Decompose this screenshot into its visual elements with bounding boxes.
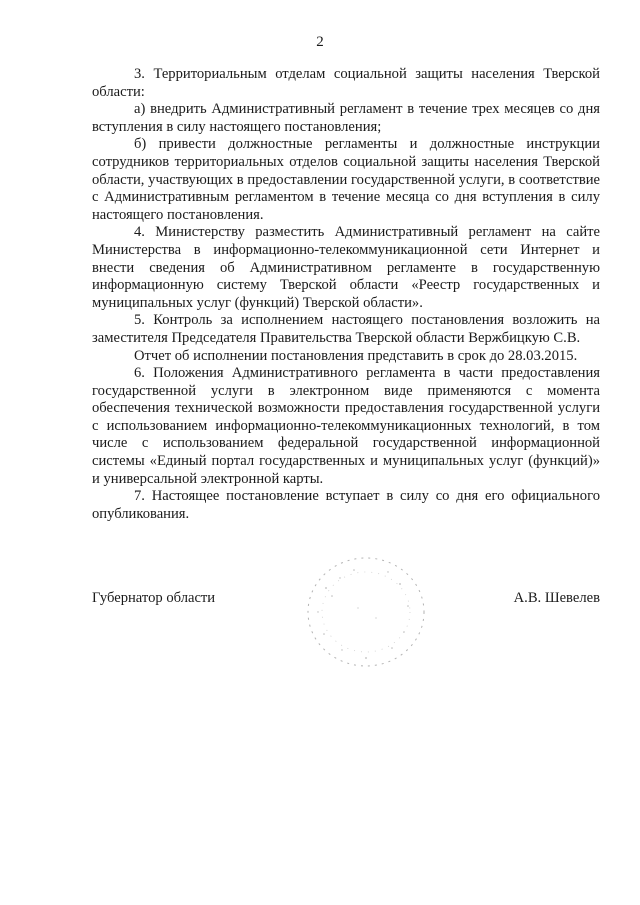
paragraph: б) привести должностные регламенты и должностные инструкции сотрудников территориальных отделов социальной защиты населения Тверской области, участвующих в предоставлении государственной услуги, в соответствие с Административным регламентом в течение месяца со дня вступления в силу настоящего постановления. [92, 136, 600, 223]
paragraph: а) внедрить Административный регламент в течение трех месяцев со дня вступления в силу настоящего постановления; [92, 101, 600, 135]
paragraph: 3. Территориальным отделам социальной защиты населения Тверской области: [92, 66, 600, 100]
page-number: 2 [316, 34, 324, 50]
paragraph: Отчет об исполнении постановления представить в срок до 28.03.2015. [134, 347, 578, 364]
signature-block [92, 590, 600, 612]
paragraph: 6. Положения Административного регламента в части предоставления государственной услуги в электронном виде применяются с момента обеспечения технической возможности предоставления государственной услуги с использованием информационно-телекоммуникационных технологий, в том числе с использованием федеральной государственной информационной системы «Единый портал государственных и муниципальных услуг (функций)» и универсальной электронной карты. [92, 365, 600, 487]
paragraph: 4. Министерству разместить Административный регламент на сайте Министерства в информационно-телекоммуникационной сети Интернет и внести сведения об Административном регламенте в государственную информационную систему Тверской области «Реестр государственных и муниципальных услуг (функций) Тверской области». [92, 224, 600, 311]
signatory-title: Губернатор области [92, 590, 216, 606]
paragraph: 7. Настоящее постановление вступает в силу со дня его официального опубликования. [92, 488, 600, 522]
paragraph: 5. Контроль за исполнением настоящего постановления возложить на заместителя Председателя Правительства Тверской области Вержбицкую С.В. [92, 312, 600, 346]
signatory-name: А.В. Шевелев [513, 590, 600, 606]
faded-seal-stamp [296, 548, 436, 678]
document-body [92, 66, 600, 523]
